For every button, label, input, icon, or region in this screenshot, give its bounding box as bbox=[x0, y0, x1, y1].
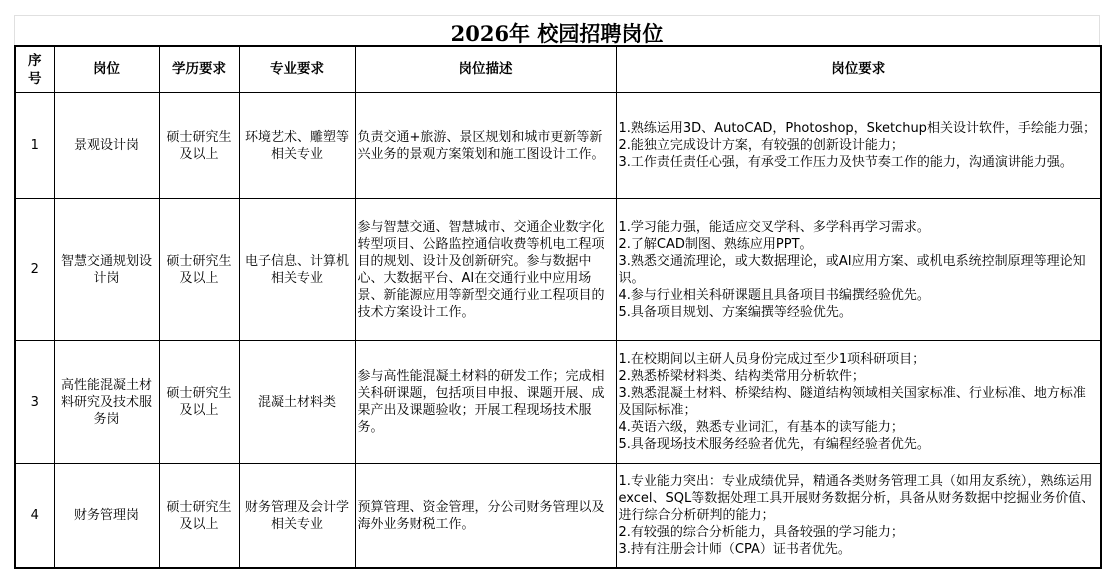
requirement-item: 2.有较强的综合分析能力，具备较强的学习能力； bbox=[618, 525, 904, 540]
cell-requirements bbox=[616, 199, 1101, 341]
requirement-item: 1.学习能力强，能适应交叉学科、多学科再学习需求。 bbox=[618, 219, 930, 235]
requirement-item: 3.熟悉混凝土材料、桥梁结构、隧道结构领域相关国家标准、行业标准、地方标准及国际标准； bbox=[618, 386, 1086, 418]
requirement-item: 4.英语六级，熟悉专业词汇，有基本的读写能力； bbox=[618, 420, 904, 435]
requirement-item: 1.熟练运用3D、AutoCAD，Photoshop，Sketchup相关设计软件，手绘能力强； bbox=[618, 121, 1096, 136]
table-row bbox=[15, 199, 1101, 341]
requirement-item: 2.熟悉桥梁材料类、结构类常用分析软件； bbox=[618, 369, 865, 384]
page-title: 2026年 校园招聘岗位 bbox=[450, 20, 664, 46]
header-education: 学历要求 bbox=[159, 46, 239, 93]
cell-seq: 4 bbox=[15, 464, 54, 569]
requirement-item: 1.专业能力突出：专业成绩优异，精通各类财务管理工具（如用友系统），熟练运用 excel、SQL等数据处理工具开展财务数据分析，具备从财务数据中挖掘业务价值、进行综合分析研判的能力； bbox=[618, 474, 1095, 523]
cell-description: 负责交通+旅游、景区规划和城市更新等新兴业务的景观方案策划和施工图设计工作。 bbox=[355, 93, 616, 199]
cell-seq: 1 bbox=[15, 93, 54, 199]
cell-education: 硕士研究生及以上 bbox=[159, 93, 239, 199]
requirement-item: 3.熟悉交通流理论，或大数据理论，或AI应用方案、或机电系统控制原理等理论知识。 bbox=[618, 253, 1086, 286]
header-row bbox=[15, 46, 1101, 93]
cell-education: 硕士研究生及以上 bbox=[159, 341, 239, 464]
cell-major: 环境艺术、雕塑等相关专业 bbox=[239, 93, 355, 199]
positions-table bbox=[14, 45, 1102, 569]
requirement-item: 4.参与行业相关科研课题且具备项目书编撰经验优先。 bbox=[618, 287, 930, 303]
header-seq: 序号 bbox=[15, 46, 54, 93]
requirement-item: 5.具备项目规划、方案编撰等经验优先。 bbox=[618, 304, 852, 320]
cell-requirements bbox=[616, 464, 1101, 569]
cell-position: 高性能混凝土材料研究及技术服务岗 bbox=[54, 341, 159, 464]
cell-position: 财务管理岗 bbox=[54, 464, 159, 569]
cell-position: 景观设计岗 bbox=[54, 93, 159, 199]
header-requirements: 岗位要求 bbox=[616, 46, 1101, 93]
header-position: 岗位 bbox=[54, 46, 159, 93]
cell-description: 参与智慧交通、智慧城市、交通企业数字化转型项目、公路监控通信收费等机电工程项目的规划、设计及创新研究。参与数据中心、大数据平台、AI在交通行业中应用场景、新能源应用等新型交通行业工程项目的技术方案设计工作。 bbox=[355, 199, 616, 341]
header-description: 岗位描述 bbox=[355, 46, 616, 93]
cell-major: 财务管理及会计学相关专业 bbox=[239, 464, 355, 569]
recruitment-sheet bbox=[14, 15, 1100, 569]
cell-education: 硕士研究生及以上 bbox=[159, 199, 239, 341]
cell-seq: 2 bbox=[15, 199, 54, 341]
requirement-item: 3.持有注册会计师（CPA）证书者优先。 bbox=[618, 542, 851, 557]
requirement-item: 1.在校期间以主研人员身份完成过至少1项科研项目； bbox=[618, 352, 926, 367]
requirement-item: 3.工作责任责任心强，有承受工作压力及快节奏工作的能力，沟通演讲能力强。 bbox=[618, 155, 1073, 170]
cell-major: 电子信息、计算机相关专业 bbox=[239, 199, 355, 341]
requirement-item: 2.了解CAD制图、熟练应用PPT。 bbox=[618, 236, 813, 252]
title-row bbox=[14, 15, 1100, 45]
cell-seq: 3 bbox=[15, 341, 54, 464]
cell-description: 预算管理、资金管理，分公司财务管理以及海外业务财税工作。 bbox=[355, 464, 616, 569]
cell-education: 硕士研究生及以上 bbox=[159, 464, 239, 569]
cell-position: 智慧交通规划设计岗 bbox=[54, 199, 159, 341]
table-row bbox=[15, 464, 1101, 569]
requirement-item: 5.具备现场技术服务经验者优先，有编程经验者优先。 bbox=[618, 437, 930, 452]
cell-requirements bbox=[616, 341, 1101, 464]
cell-requirements bbox=[616, 93, 1101, 199]
requirement-item: 2.能独立完成设计方案，有较强的创新设计能力； bbox=[618, 138, 904, 153]
table-row bbox=[15, 341, 1101, 464]
cell-description: 参与高性能混凝土材料的研发工作；完成相关科研课题，包括项目申报、课题开展、成果产出及课题验收；开展工程现场技术服务。 bbox=[355, 341, 616, 464]
header-major: 专业要求 bbox=[239, 46, 355, 93]
table-row bbox=[15, 93, 1101, 199]
cell-major: 混凝土材料类 bbox=[239, 341, 355, 464]
